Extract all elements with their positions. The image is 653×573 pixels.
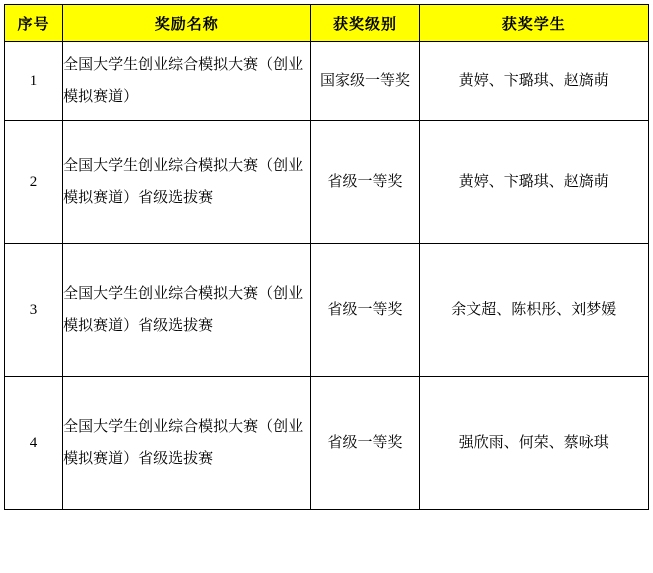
cell-award-name: 全国大学生创业综合模拟大赛（创业模拟赛道）省级选拔赛 (63, 377, 311, 510)
column-header-students: 获奖学生 (419, 5, 648, 42)
header-row (5, 5, 649, 42)
table-row (5, 121, 649, 244)
table-header (5, 5, 649, 42)
cell-award-level: 省级一等奖 (311, 377, 419, 510)
cell-index: 1 (5, 42, 63, 121)
cell-award-level: 省级一等奖 (311, 121, 419, 244)
column-header-award-name: 奖励名称 (63, 5, 311, 42)
cell-index: 4 (5, 377, 63, 510)
cell-award-level: 省级一等奖 (311, 244, 419, 377)
cell-students: 强欣雨、何荣、蔡咏琪 (419, 377, 648, 510)
table-body (5, 42, 649, 510)
table-row (5, 244, 649, 377)
cell-award-name: 全国大学生创业综合模拟大赛（创业模拟赛道） (63, 42, 311, 121)
cell-award-level: 国家级一等奖 (311, 42, 419, 121)
cell-award-name: 全国大学生创业综合模拟大赛（创业模拟赛道）省级选拔赛 (63, 121, 311, 244)
column-header-index: 序号 (5, 5, 63, 42)
table-row (5, 377, 649, 510)
cell-index: 2 (5, 121, 63, 244)
cell-index: 3 (5, 244, 63, 377)
cell-students: 黄婷、卞璐琪、赵旖萌 (419, 121, 648, 244)
cell-students: 黄婷、卞璐琪、赵旖萌 (419, 42, 648, 121)
column-header-award-level: 获奖级别 (311, 5, 419, 42)
award-table (4, 4, 649, 510)
table-row (5, 42, 649, 121)
cell-award-name: 全国大学生创业综合模拟大赛（创业模拟赛道）省级选拔赛 (63, 244, 311, 377)
cell-students: 余文超、陈枳彤、刘梦媛 (419, 244, 648, 377)
